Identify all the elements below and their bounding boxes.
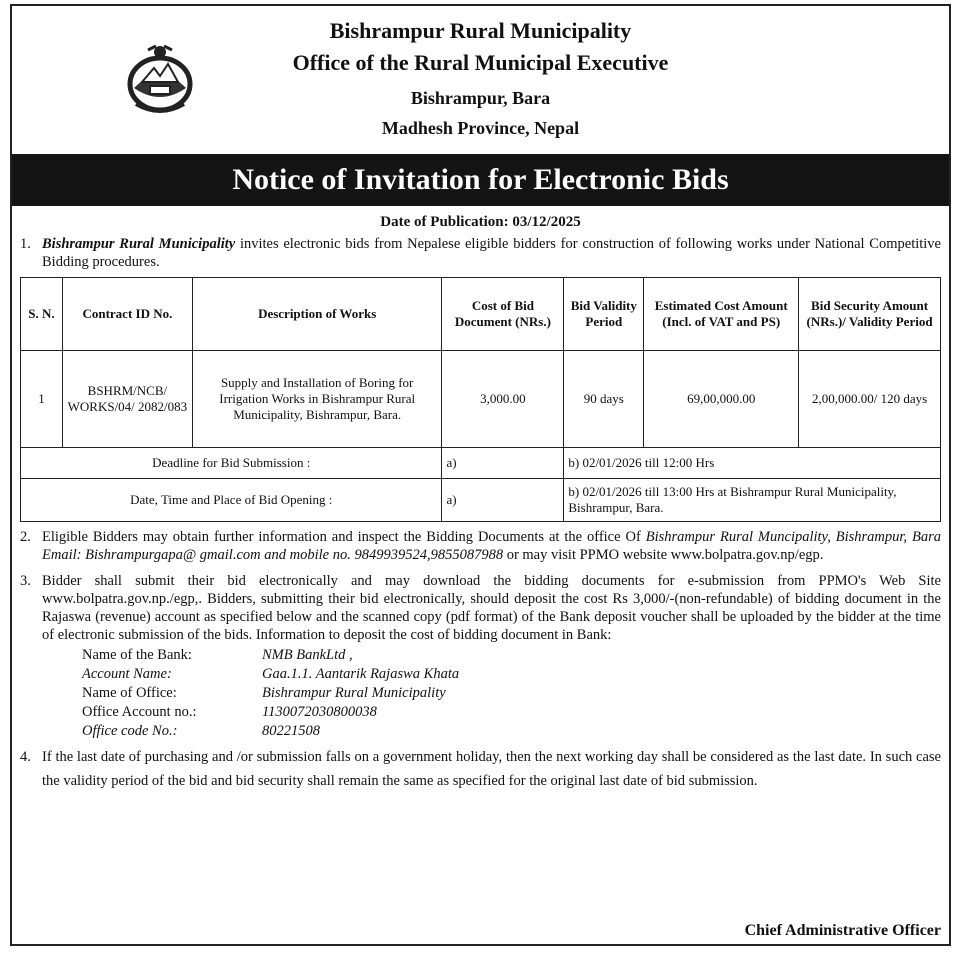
- para-text: If the last date of purchasing and /or submission falls on a government holiday, then the next working day shall be considered as the last date. In such case the validity period of the bid and bid security shall remain the same as specified for the original last date of bid submission.: [42, 749, 941, 789]
- col-header: Estimated Cost Amount (Incl. of VAT and PS): [644, 278, 799, 351]
- header-line-4: Madhesh Province, Nepal: [381, 118, 580, 138]
- para-text: or may visit PPMO website www.bolpatra.gov.np/egp.: [503, 547, 824, 563]
- col-header: Contract ID No.: [62, 278, 192, 351]
- paragraph-4: [20, 745, 941, 793]
- paragraph-2: [20, 528, 941, 564]
- col-header: Description of Works: [192, 278, 442, 351]
- bank-value: Bishrampur Rural Municipality: [262, 685, 446, 701]
- paragraph-1: [20, 235, 941, 271]
- header-line-1: Bishrampur Rural Municipality: [329, 18, 632, 43]
- cell-description: Supply and Installation of Boring for Irrigation Works in Bishrampur Rural Municipality, Bishrampur, Bara.: [192, 351, 442, 448]
- bank-row: [82, 646, 949, 665]
- para-number: 4.: [20, 749, 31, 765]
- cell-bid-cost: 3,000.00: [442, 351, 564, 448]
- bank-row: [82, 722, 949, 741]
- deadline-a: a): [442, 448, 564, 479]
- bank-key: Account Name:: [82, 666, 172, 682]
- col-header: Bid Security Amount (NRs.)/ Validity Period: [799, 278, 941, 351]
- para-text: Eligible Bidders may obtain further information and inspect the Bidding Documents at the office Of: [42, 529, 646, 545]
- col-header: Cost of Bid Document (NRs.): [442, 278, 564, 351]
- contact-info: Bishrampur Rural Muncipality, Bishrampur, Bara Email: Bishrampurgapa@ gmail.com and mobile no. 9849939524,9855087988: [42, 529, 941, 563]
- header-line-2: Office of the Rural Municipal Executive: [292, 50, 669, 75]
- col-header: S. N.: [21, 278, 63, 351]
- cell-estimate: 69,00,000.00: [644, 351, 799, 448]
- deadline-b: b) 02/01/2026 till 12:00 Hrs: [564, 448, 941, 479]
- bank-key: Office code No.:: [82, 723, 178, 739]
- col-header: Bid Validity Period: [564, 278, 644, 351]
- paragraph-3: [20, 572, 941, 644]
- bank-value: Gaa.1.1. Aantarik Rajaswa Khata: [262, 666, 460, 682]
- signoff: Chief Administrative Officer: [744, 922, 941, 939]
- table-row: [21, 351, 941, 448]
- header: [12, 6, 949, 154]
- opening-a: a): [442, 479, 564, 522]
- org-name: Bishrampur Rural Municipality: [42, 236, 236, 252]
- bank-key: Name of Office:: [82, 685, 177, 701]
- bank-value: 1130072030800038: [262, 704, 377, 720]
- cell-security: 2,00,000.00/ 120 days: [799, 351, 941, 448]
- para-text: invites electronic bids from Nepalese eligible bidders for construction of following works under National Competitive Bidding procedures.: [42, 236, 941, 270]
- cell-sn: 1: [21, 351, 63, 448]
- cell-contract-id: BSHRM/NCB/ WORKS/04/ 2082/083: [62, 351, 192, 448]
- header-line-3: Bishrampur, Bara: [410, 88, 551, 108]
- para-number: 1.: [20, 236, 31, 252]
- cell-validity: 90 days: [564, 351, 644, 448]
- bank-key: Name of the Bank:: [82, 647, 192, 663]
- bank-row: [82, 684, 949, 703]
- bid-table: [20, 277, 941, 522]
- bank-value: 80221508: [262, 723, 320, 739]
- notice-title: Notice of Invitation for Electronic Bids: [12, 154, 949, 206]
- opening-b: b) 02/01/2026 till 13:00 Hrs at Bishrampur Rural Municipality, Bishrampur, Bara.: [564, 479, 941, 522]
- bank-row: [82, 665, 949, 684]
- para-number: 2.: [20, 529, 31, 545]
- publication-date: Date of Publication: 03/12/2025: [380, 214, 581, 230]
- opening-row: [21, 479, 941, 522]
- deadline-row: [21, 448, 941, 479]
- opening-label: Date, Time and Place of Bid Opening :: [21, 479, 442, 522]
- bank-details: [82, 646, 949, 741]
- notice-frame: [10, 4, 951, 946]
- bank-value: NMB BankLtd ,: [262, 647, 353, 663]
- para-text: Bidder shall submit their bid electronically and may download the bidding documents for e-submission from PPMO's Web Site www.bolpatra.gov.np./egp,. Bidders, submitting their bid electronically, should deposit the cost Rs 3,000/-(non-refundable) of bidding document in the Rajaswa (revenue) account as specified below and the scanned copy (pdf format) of the Bank deposit voucher shall be uploaded by the bidder at the time of electronic submission of the bids. Information to deposit the cost of bidding document in Bank:: [42, 573, 941, 643]
- bank-key: Office Account no.:: [82, 704, 197, 720]
- deadline-label: Deadline for Bid Submission :: [21, 448, 442, 479]
- para-number: 3.: [20, 573, 31, 589]
- bank-row: [82, 703, 949, 722]
